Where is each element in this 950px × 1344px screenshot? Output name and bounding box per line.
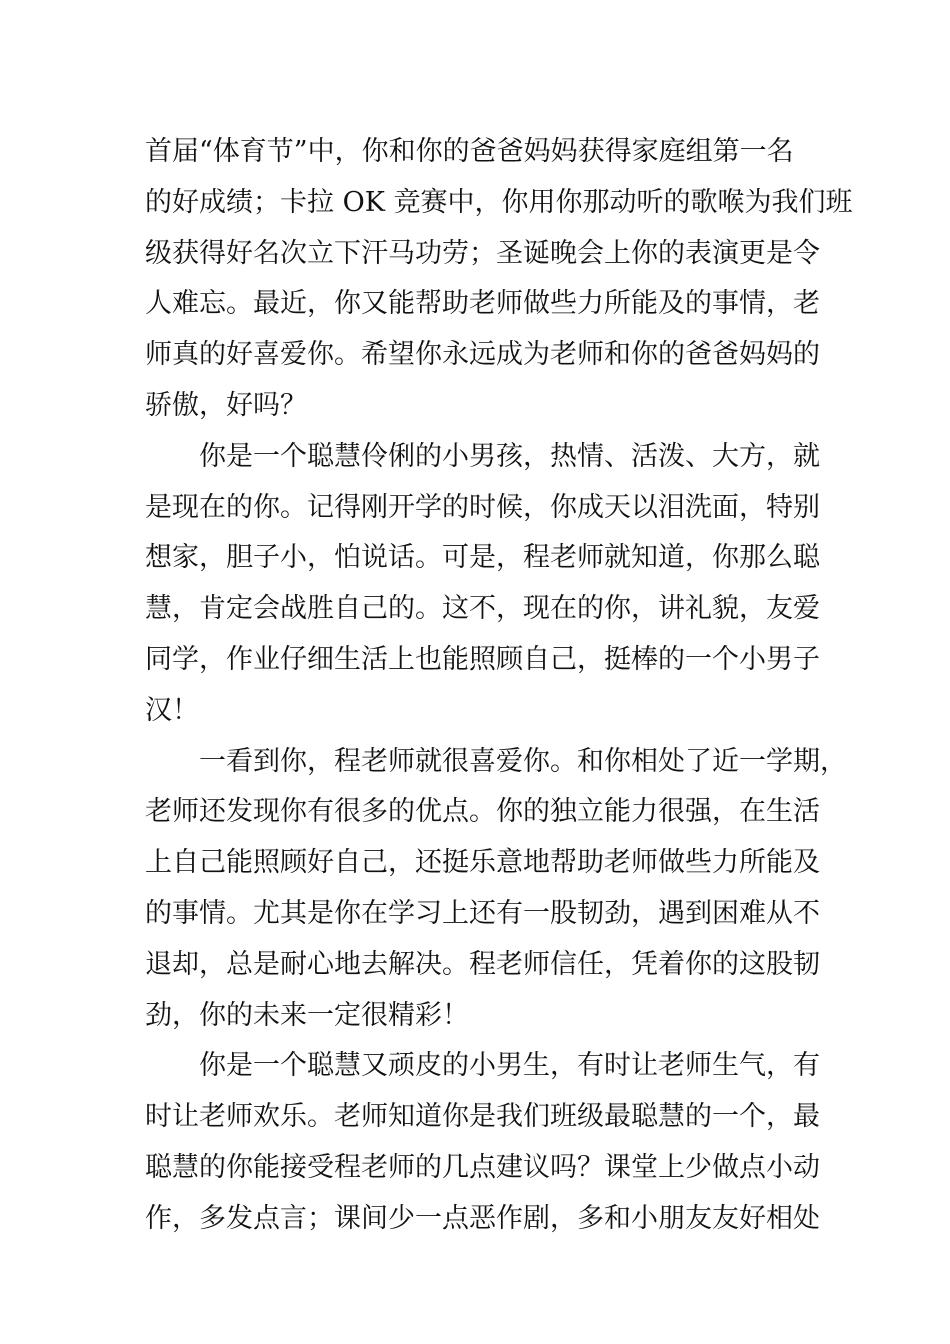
text-line: 劲，你的未来一定很精彩！ [145,999,469,1031]
text-line: 汉！ [145,694,199,726]
text-line: 的事情。尤其是你在学习上还有一股韧劲，遇到困难从不 [145,897,820,929]
paragraph-2 [145,432,820,737]
text-line: 你是一个聪慧伶俐的小男孩，热情、活泼、大方，就 [199,440,820,472]
text-line: 是现在的你。记得刚开学的时候，你成天以泪洗面，特别 [145,491,820,523]
text-line: 聪慧的你能接受程老师的几点建议吗？课堂上少做点小动 [145,1151,820,1183]
text-line: 退却，总是耐心地去解决。程老师信任，凭着你的这股韧 [145,948,820,980]
text-line: 骄傲，好吗？ [145,389,307,421]
text-line: 你是一个聪慧又顽皮的小男生，有时让老师生气，有 [199,1050,820,1082]
document-body [145,127,853,1245]
text-line: 师真的好喜爱你。希望你永远成为老师和你的爸爸妈妈的 [145,339,820,371]
text-line: 一看到你，程老师就很喜爱你。和你相处了近一学期， [199,745,847,777]
paragraph-3 [145,737,847,1042]
text-line: 同学，作业仔细生活上也能照顾自己，挺棒的一个小男子 [145,643,820,675]
text-line: 上自己能照顾好自己，还挺乐意地帮助老师做些力所能及 [145,847,820,879]
paragraph-1 [145,127,853,432]
text-line: 时让老师欢乐。老师知道你是我们班级最聪慧的一个，最 [145,1101,820,1133]
text-line: 首届“体育节”中，你和你的爸爸妈妈获得家庭组第一名 [145,136,794,167]
text-line: 作，多发点言；课间少一点恶作剧，多和小朋友友好相处 [145,1202,820,1234]
text-line: 老师还发现你有很多的优点。你的独立能力很强，在生活 [145,796,820,828]
text-line: 级获得好名次立下汗马功劳；圣诞晚会上你的表演更是令 [145,237,820,269]
text-line: 想家，胆子小，怕说话。可是，程老师就知道，你那么聪 [145,542,820,574]
paragraph-4 [145,1041,820,1244]
text-line: 慧，肯定会战胜自己的。这不，现在的你，讲礼貌，友爱 [145,593,820,625]
text-line: 人难忘。最近，你又能帮助老师做些力所能及的事情，老 [145,288,820,320]
text-line: 的好成绩；卡拉 OK 竞赛中，你用你那动听的歌喉为我们班 [145,186,853,218]
